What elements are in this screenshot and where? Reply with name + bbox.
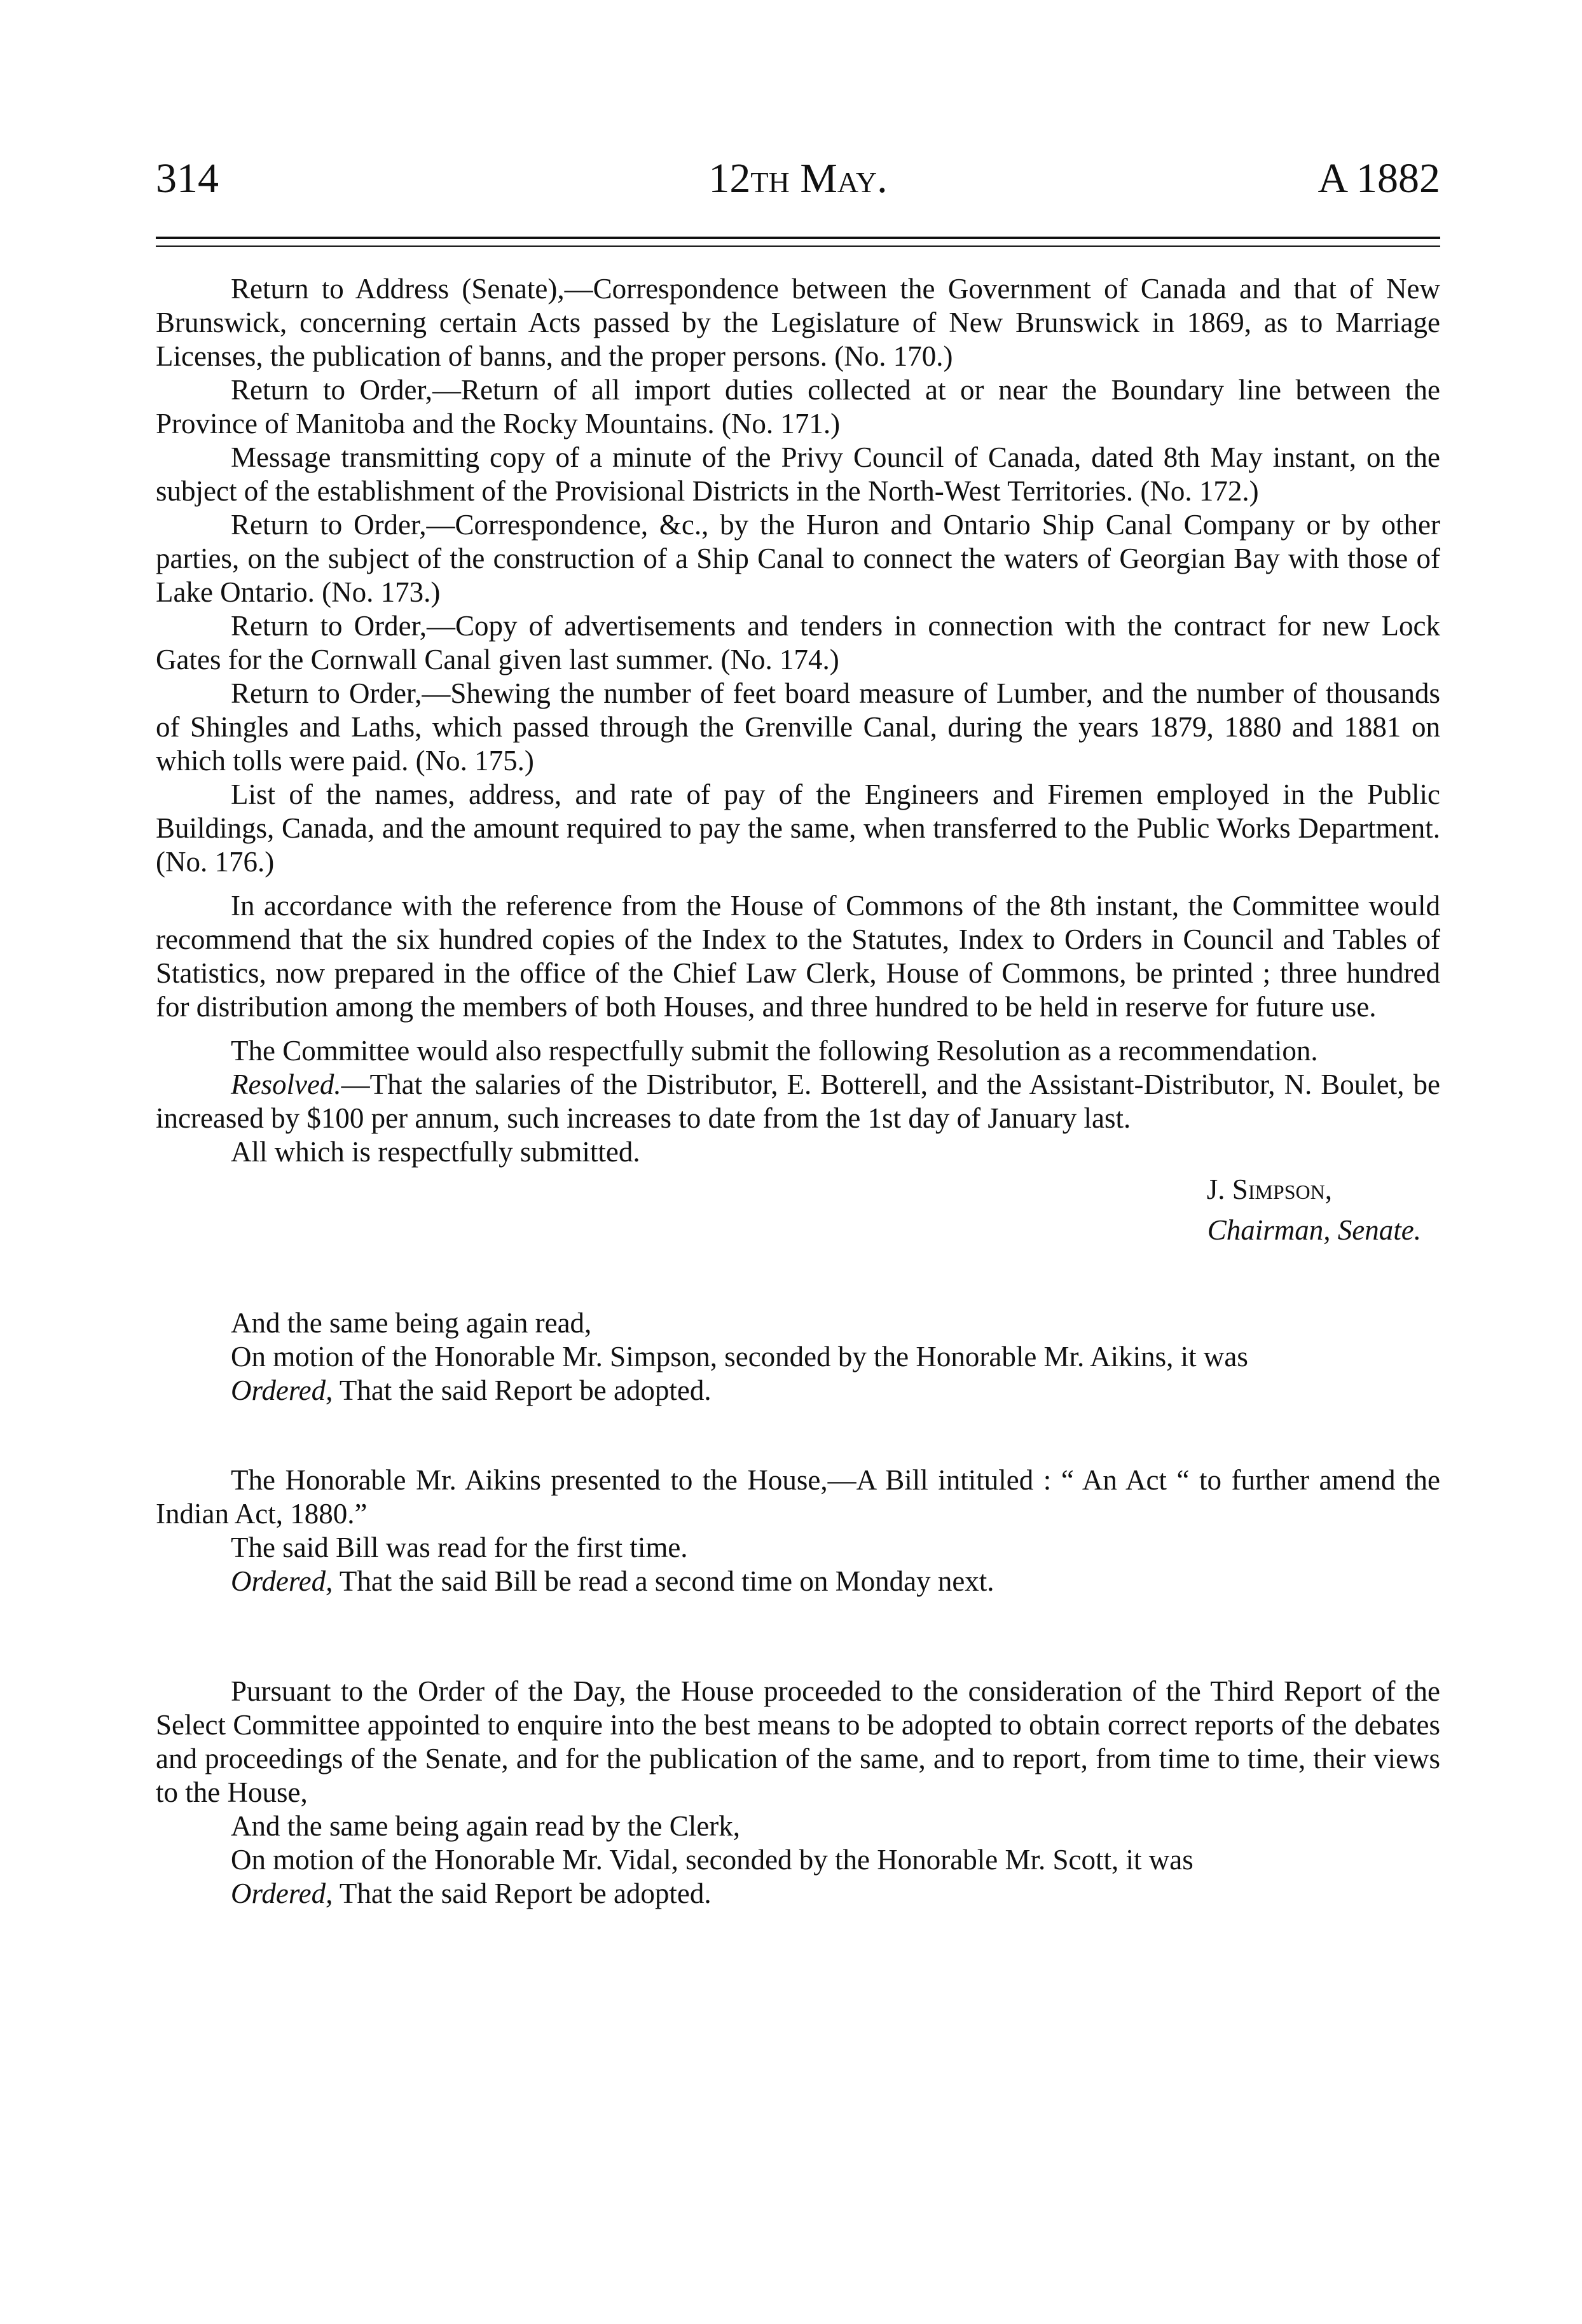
message-172: Message transmitting copy of a minute of the Privy Council of Canada, dated 8th May instant, on the subject of the establishment of the Provisional Districts in the North-West Territories. (No. 172.): [156, 441, 1440, 507]
bill-presented: The Honorable Mr. Aikins presented to the House,—A Bill intituled : “ An Act “ to further amend the Indian Act, 1880.”: [156, 1464, 1440, 1530]
return-175: Return to Order,—Shewing the number of feet board measure of Lumber, and the number of thousands of Shingles and Laths, which passed through the Grenville Canal, during the years 1879, 1880 and 1881 on which tolls were paid. (No. 175.): [156, 677, 1440, 777]
resolved-label: Resolved.: [231, 1069, 341, 1100]
third-report-pursuant: Pursuant to the Order of the Day, the House proceeded to the consideration of the Third Report of the Select Committee appointed to enquire into the best means to be adopted to obtain correct reports of the debates and proceedings of the Senate, and for the publication of the same, and to report, from time to time, their views to the House,: [156, 1675, 1440, 1808]
page-number: 314: [156, 155, 219, 202]
report-closing: All which is respectfully submitted.: [231, 1136, 640, 1168]
adoption1-read-again: And the same being again read,: [231, 1307, 592, 1339]
report-resolution: [156, 1068, 1440, 1135]
signatory-name: J. Simpson,: [1206, 1173, 1332, 1205]
report-recommendation: In accordance with the reference from the House of Commons of the 8th instant, the Committee would recommend that the six hundred copies of the Index to the Statutes, Index to Orders in Council and Tables of Statistics, now prepared in the office of the Chief Law Clerk, House of Commons, be printed ; three hundred for distribution among the members of both Houses, and three hundred to be held in reserve for future use.: [156, 890, 1440, 1023]
adoption1-motion: On motion of the Honorable Mr. Simpson, seconded by the Honorable Mr. Aikins, it was: [231, 1341, 1248, 1373]
report-submit: The Committee would also respectfully submit the following Resolution as a recommendation.: [231, 1035, 1318, 1067]
return-174: Return to Order,—Copy of advertisements and tenders in connection with the contract for new Lock Gates for the Cornwall Canal given last summer. (No. 174.): [156, 610, 1440, 675]
third-report-ordered: Ordered, That the said Report be adopted.: [231, 1878, 712, 1909]
bill-ordered: Ordered, That the said Bill be read a second time on Monday next.: [231, 1565, 994, 1597]
page-header: [156, 150, 1440, 207]
resolved-text: —That the salaries of the Distributor, E. Botterell, and the Assistant-Distributor, N. Boulet, be increased by $100 per annum, such increases to date from the 1st day of January last.: [156, 1069, 1440, 1134]
return-170: Return to Address (Senate),—Correspondence between the Government of Canada and that of New Brunswick, concerning certain Acts passed by the Legislature of New Brunswick in 1869, as to Marriage Licenses, the publication of banns, and the proper persons. (No. 170.): [156, 273, 1440, 372]
return-171: Return to Order,—Return of all import duties collected at or near the Boundary line between the Province of Manitoba and the Rocky Mountains. (No. 171.): [156, 374, 1440, 439]
page-body: [156, 272, 1440, 1911]
page-year: A 1882: [1317, 155, 1440, 202]
bill-first-reading: The said Bill was read for the first time.: [231, 1532, 688, 1563]
ordered-label: Ordered,: [231, 1565, 333, 1597]
adoption1-ordered: Ordered, That the said Report be adopted.: [231, 1374, 712, 1406]
signatory-title: Chairman, Senate.: [1207, 1214, 1421, 1246]
list-176: List of the names, address, and rate of pay of the Engineers and Firemen employed in the Public Buildings, Canada, and the amount required to pay the same, when transferred to the Public Works Department. (No. 176.): [156, 778, 1440, 878]
header-rule-thick: [156, 237, 1440, 239]
ordered-label: Ordered,: [231, 1374, 333, 1406]
page-date: 12th May.: [708, 155, 888, 202]
third-report-read-again: And the same being again read by the Clerk,: [231, 1810, 740, 1842]
header-rule-thin: [156, 246, 1440, 247]
return-173: Return to Order,—Correspondence, &c., by the Huron and Ontario Ship Canal Company or by other parties, on the subject of the construction of a Ship Canal to connect the waters of Georgian Bay with those of Lake Ontario. (No. 173.): [156, 509, 1440, 608]
ordered-label: Ordered,: [231, 1878, 333, 1909]
third-report-motion: On motion of the Honorable Mr. Vidal, seconded by the Honorable Mr. Scott, it was: [231, 1844, 1193, 1876]
